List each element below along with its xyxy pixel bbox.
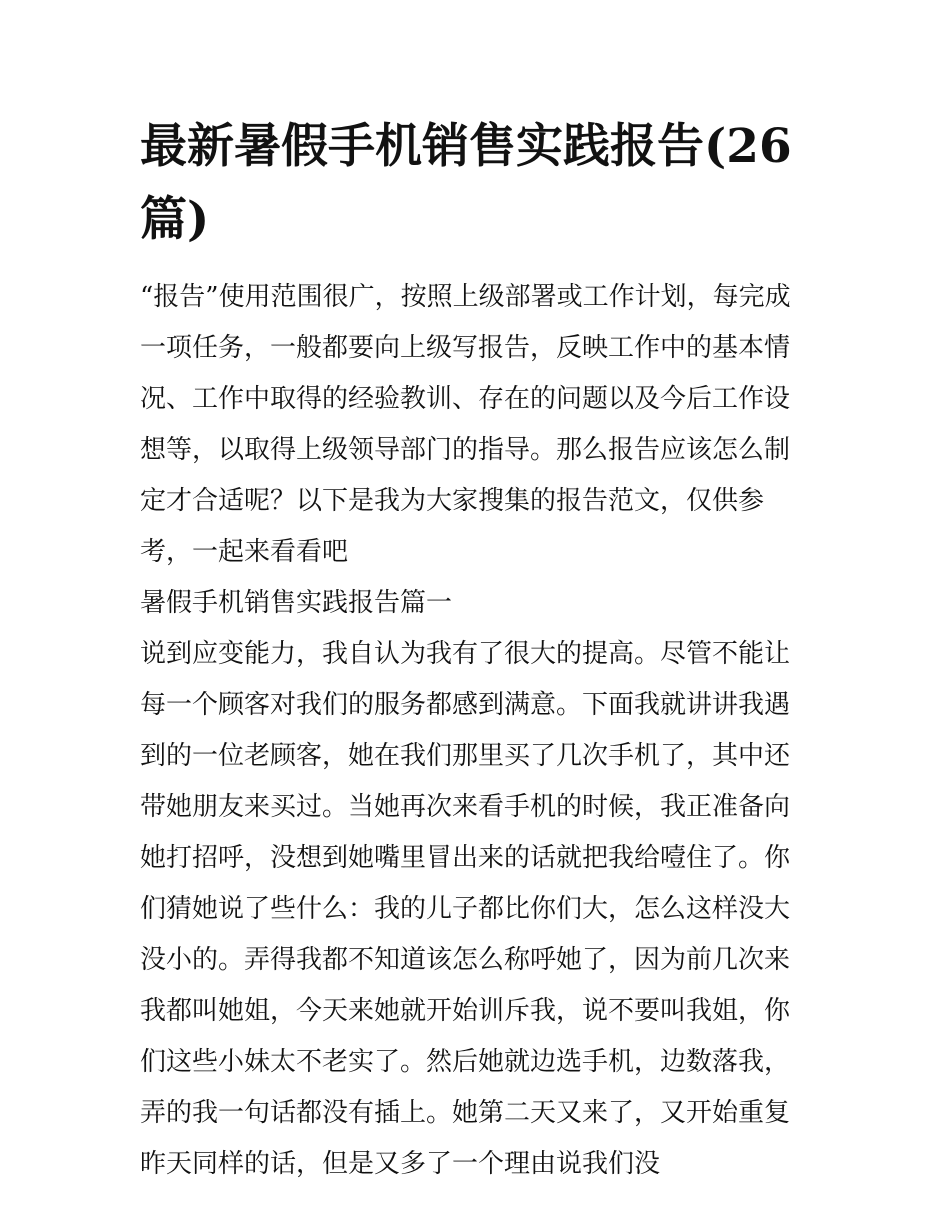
body-paragraph: 说到应变能力，我自认为我有了很大的提高。尽管不能让每一个顾客对我们的服务都感到满意。下面我就讲讲我遇到的一位老顾客，她在我们那里买了几次手机了，其中还带她朋友来买过。当她再次来看手机的时候，我正准备向她打招呼，没想到她嘴里冒出来的话就把我给噎住了。你们猜她说了些什么：我的儿子都比你们大，怎么这样没大没小的。弄得我都不知道该怎么称呼她了，因为前几次来我都叫她姐，今天来她就开始训斥我，说不要叫我姐，你们这些小妹太不老实了。然后她就边选手机，边数落我，弄的我一句话都没有插上。她第二天又来了，又开始重复昨天同样的话，但是又多了一个理由说我们没 [140,639,791,1179]
section-heading: 暑假手机销售实践报告篇一 [140,588,453,618]
intro-paragraph: “报告”使用范围很广，按照上级部署或工作计划，每完成一项任务，一般都要向上级写报告，反映工作中的基本情况、工作中取得的经验教训、存在的问题以及今后工作设想等，以取得上级领导部门的指导。那么报告应该怎么制定才合适呢？以下是我为大家搜集的报告范文，仅供参考，一起来看看吧 [140,282,791,567]
document-content [140,110,812,1190]
document-title: 最新暑假手机销售实践报告(26篇) [140,119,792,247]
